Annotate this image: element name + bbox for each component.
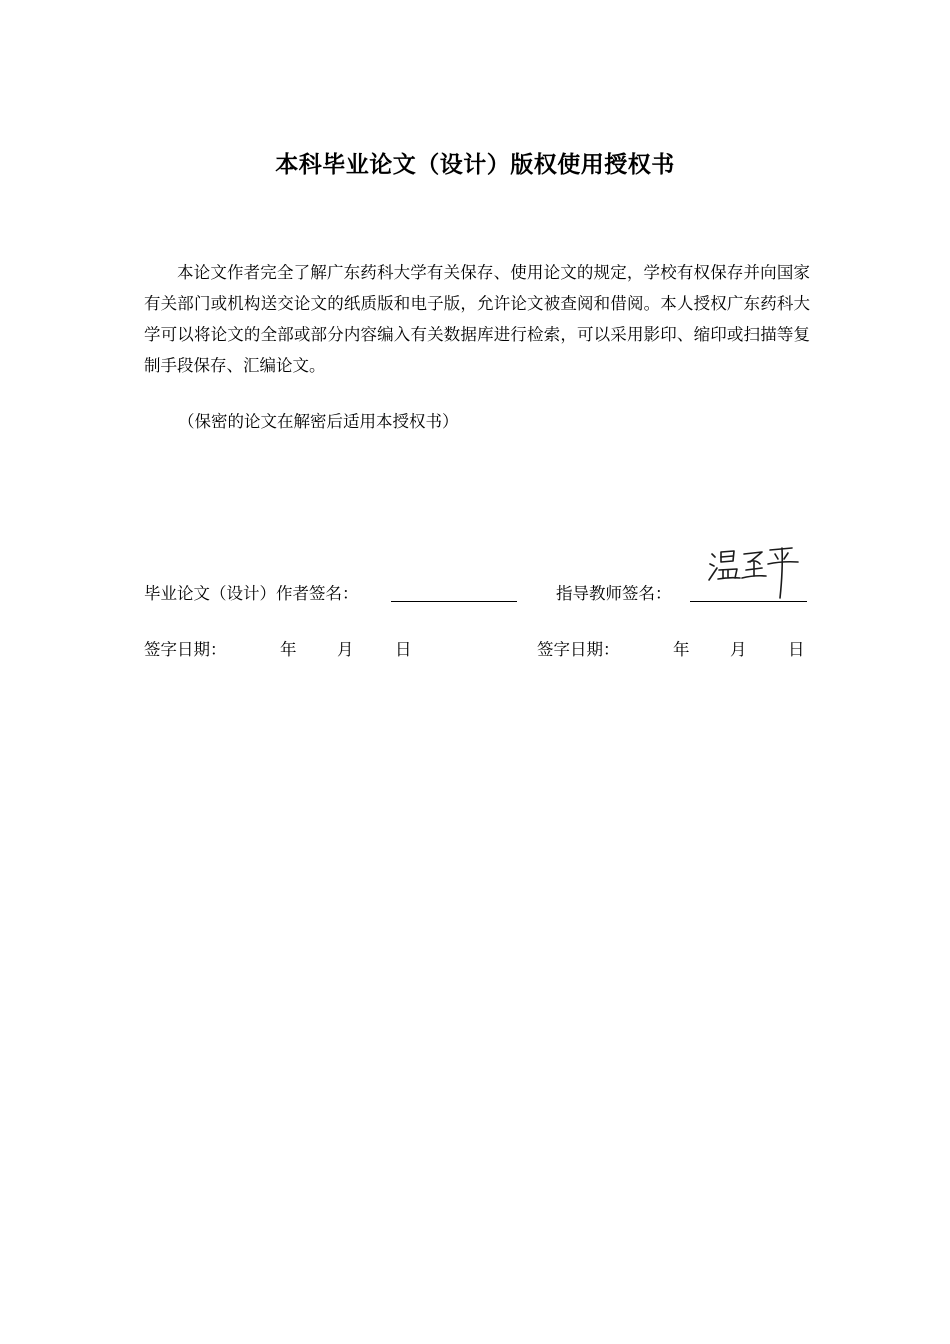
author-signature-line	[391, 601, 517, 602]
author-date-year: 年	[280, 640, 297, 659]
authorization-paragraph: 本论文作者完全了解广东药科大学有关保存、使用论文的规定，学校有权保存并向国家有关部门或机构送交论文的纸质版和电子版，允许论文被查阅和借阅。本人授权广东药科大学可以将论文的全部或部分内容编入有关数据库进行检索，可以采用影印、缩印或扫描等复制手段保存、汇编论文。	[144, 263, 810, 375]
author-date-month: 月	[337, 640, 354, 659]
confidentiality-note: （保密的论文在解密后适用本授权书）	[178, 412, 459, 431]
author-date-label: 签字日期：	[144, 640, 227, 659]
advisor-signature-label: 指导教师签名：	[556, 584, 672, 603]
advisor-date-month: 月	[730, 640, 747, 659]
advisor-handwritten-signature	[704, 540, 814, 604]
advisor-date-year: 年	[673, 640, 690, 659]
author-date-day: 日	[395, 640, 412, 659]
advisor-date-label: 签字日期：	[537, 640, 620, 659]
author-signature-label: 毕业论文（设计）作者签名：	[144, 584, 359, 603]
page-title: 本科毕业论文（设计）版权使用授权书	[275, 152, 675, 178]
date-row	[0, 636, 950, 666]
advisor-date-day: 日	[788, 640, 805, 659]
